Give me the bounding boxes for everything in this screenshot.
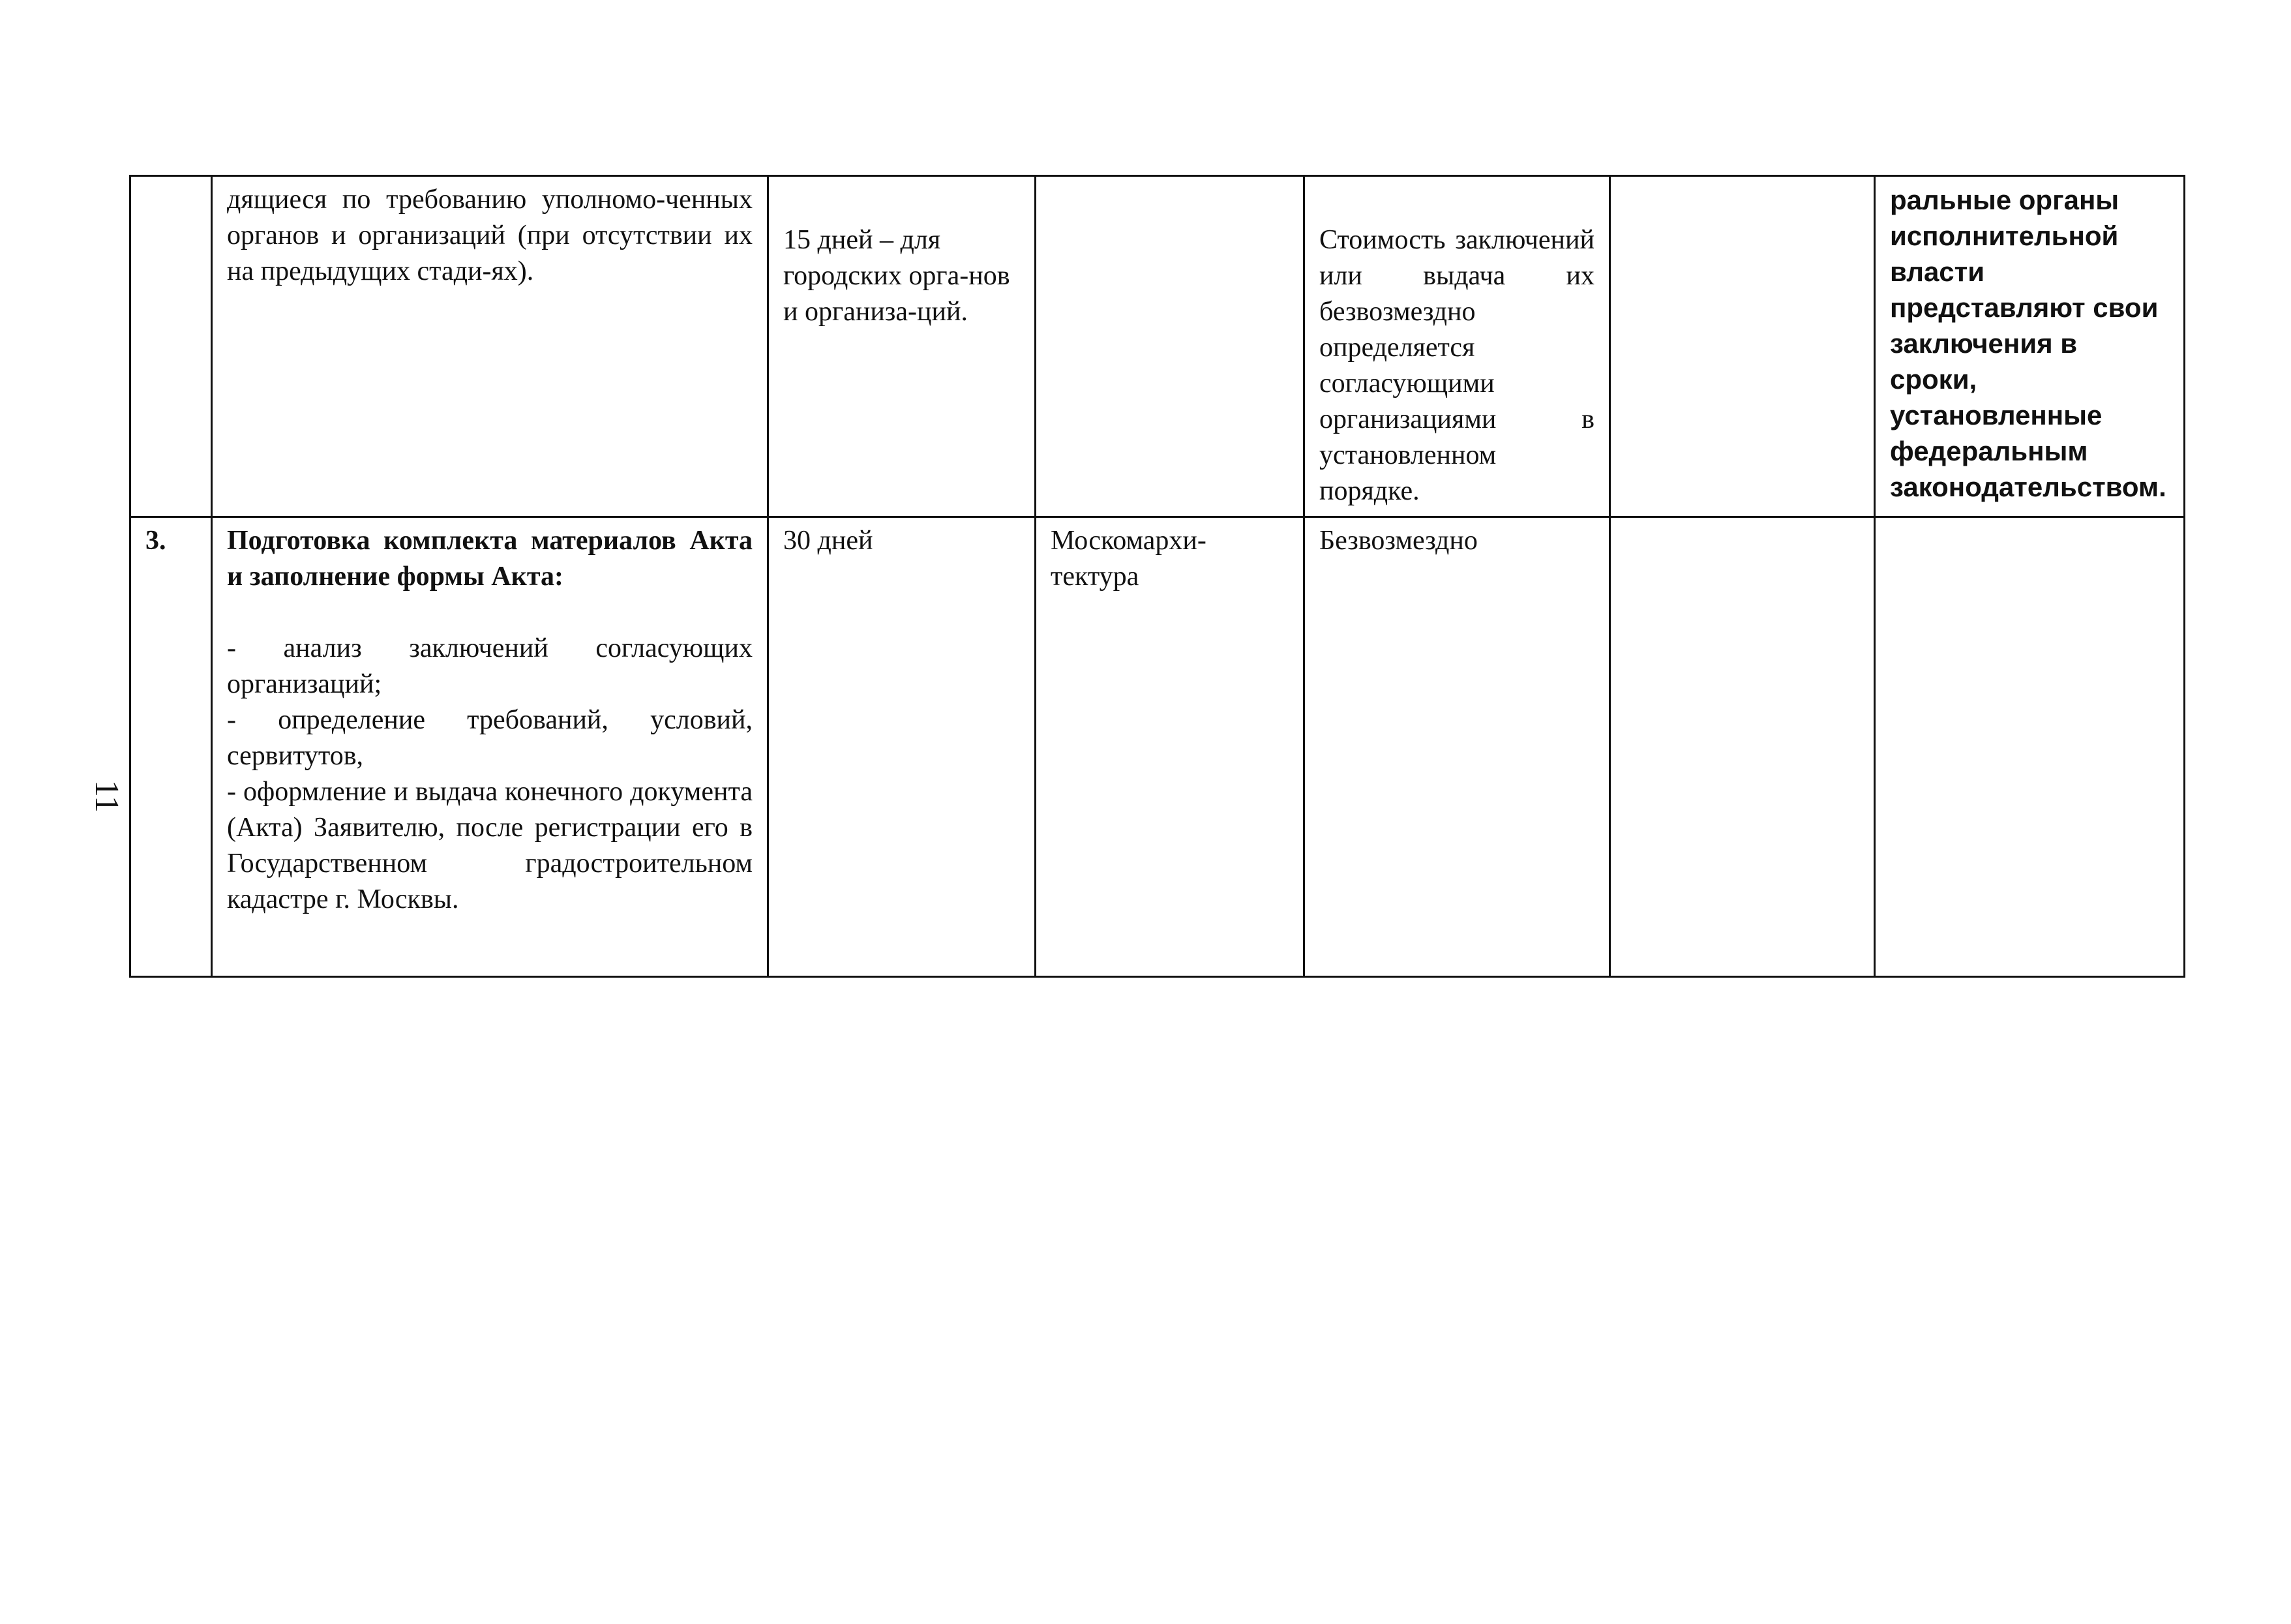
stage-item: - определение требований, условий, сервитутов, xyxy=(227,705,753,771)
executor-cell: Москомархи-тектура xyxy=(1036,517,1304,977)
row-number-cell: 3. xyxy=(130,517,212,977)
notes-a-cell xyxy=(1610,176,1875,517)
cost-text: Стоимость заключений или выдача их безвозмездно определяется согласующими организациями в установленном порядке. xyxy=(1319,225,1595,506)
term-cell xyxy=(768,176,1036,517)
row-number-cell xyxy=(130,176,212,517)
executor-cell xyxy=(1036,176,1304,517)
term-cell: 30 дней xyxy=(768,517,1036,977)
notes-b-text: ральные органы исполнительной власти представляют свои заключения в сроки, установленные федеральным законодательством. xyxy=(1890,185,2166,502)
stage-gap xyxy=(227,595,753,631)
stage-cell xyxy=(212,517,768,977)
notes-a-cell xyxy=(1610,517,1875,977)
term-text: 15 дней – для городских орга-нов и организа-ций. xyxy=(783,225,1010,327)
table-row xyxy=(130,517,2185,977)
cost-cell xyxy=(1304,176,1610,517)
notes-b-cell xyxy=(1875,517,2185,977)
page-number: 11 xyxy=(88,779,126,813)
procedure-table xyxy=(129,175,2185,978)
notes-b-cell xyxy=(1875,176,2185,517)
stage-item: - оформление и выдача конечного документа (Акта) Заявителю, после регистрации его в Государственном градостроительном кадастре г. Москвы. xyxy=(227,777,753,914)
cost-cell: Безвозмездно xyxy=(1304,517,1610,977)
table-row xyxy=(130,176,2185,517)
stage-item: - анализ заключений согласующих организаций; xyxy=(227,633,753,699)
stage-cell xyxy=(212,176,768,517)
stage-text: дящиеся по требованию уполномо-ченных органов и организаций (при отсутствии их на предыдущих стади-ях). xyxy=(227,185,753,286)
stage-title: Подготовка комплекта материалов Акта и заполнение формы Акта: xyxy=(227,526,753,592)
